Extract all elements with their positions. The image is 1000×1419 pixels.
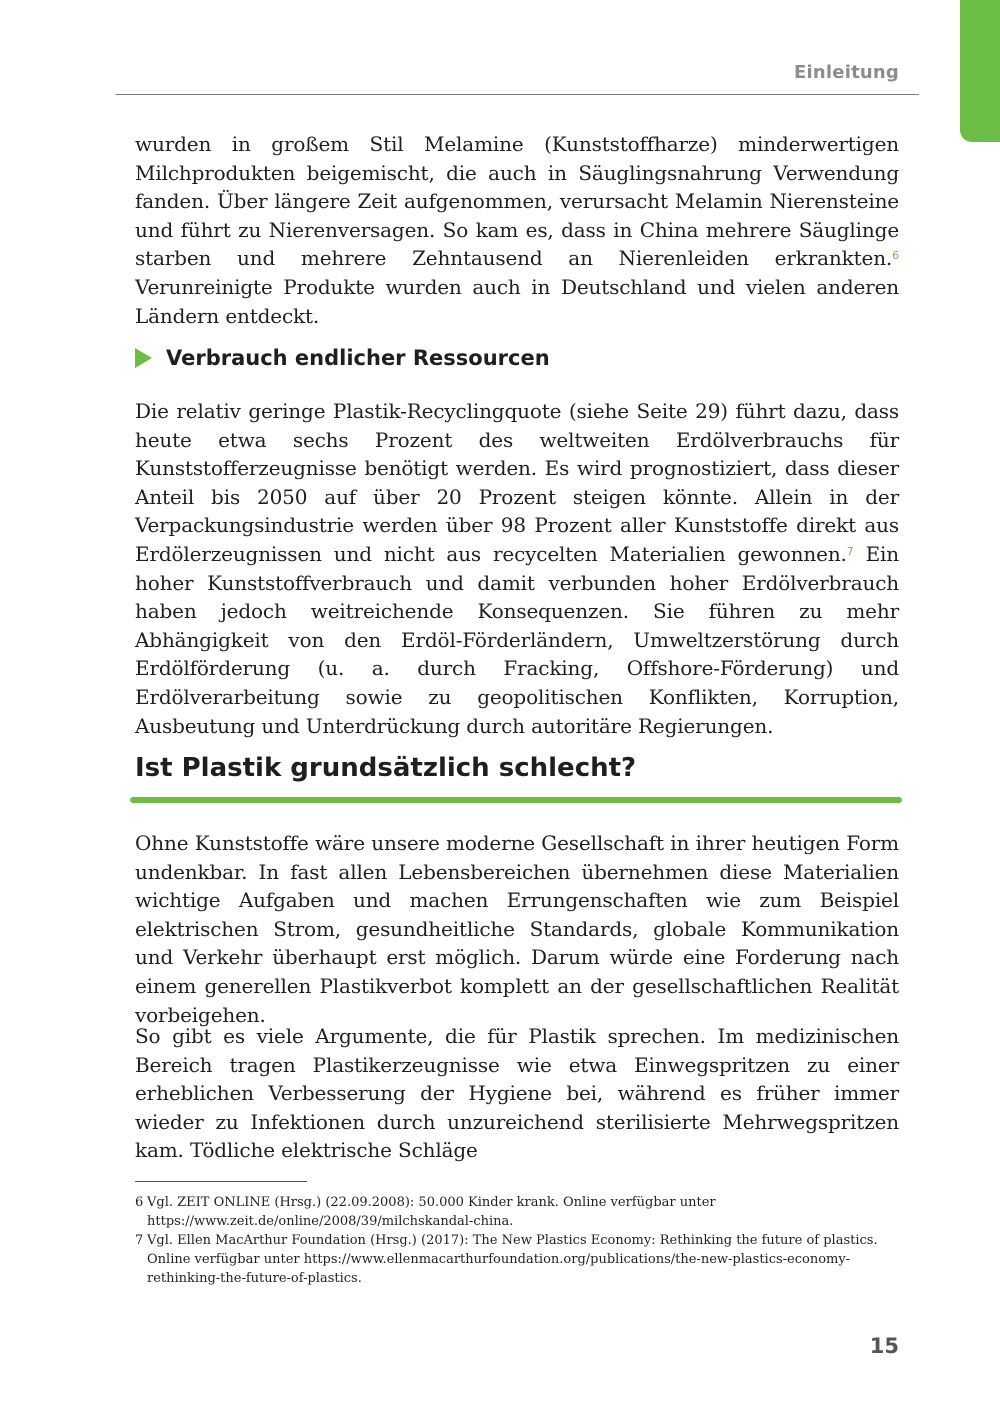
footnote-number: 7 xyxy=(135,1233,144,1248)
footnote-divider xyxy=(135,1181,307,1182)
chapter-tab xyxy=(960,0,1000,142)
intro-text-1: wurden in großem Stil Melamine (Kunststoffharze) minderwertigen Milchprodukten beigemischt, die auch in Säuglingsnahrung Verwendung fanden. Über längere Zeit aufgenommen, verursacht Melamin Nierensteine und führt zu Nierenversagen. So kam es, dass in China mehrere Säuglinge starben und mehrere Zehntausend an Nierenleiden erkrankten. xyxy=(135,132,899,271)
footnotes xyxy=(135,1193,897,1288)
paragraph-so: So gibt es viele Argumente, die für Plastik sprechen. Im medizinischen Bereich tragen Plastikerzeugnisse wie etwa Einwegspritzen zu einer erheblichen Verbesserung der Hygiene bei, während es früher immer wieder zu Infektionen durch unzureichend sterilisierte Mehrwegspritzen kam. Tödliche elektrische Schläge xyxy=(135,1024,899,1163)
section-underline xyxy=(130,797,902,803)
intro-text-2: Verunreinigte Produkte wurden auch in Deutschland und vielen anderen Ländern entdeckt. xyxy=(135,274,899,328)
running-head: Einleitung xyxy=(794,62,899,83)
footnote-number: 6 xyxy=(135,1195,144,1210)
footnote-7 xyxy=(135,1231,897,1288)
subheading-text: Verbrauch endlicher Ressourcen xyxy=(166,346,550,370)
footnote-text: Vgl. ZEIT ONLINE (Hrsg.) (22.09.2008): 50.000 Kinder krank. Online verfügbar unter https://www.zeit.de/online/2008/39/milchskandal-china. xyxy=(147,1195,716,1229)
header-divider xyxy=(116,94,919,95)
triangle-bullet-icon xyxy=(135,348,152,368)
footnote-ref-6[interactable]: 6 xyxy=(892,249,899,263)
paragraph-ohne: Ohne Kunststoffe wäre unsere moderne Gesellschaft in ihrer heutigen Form undenkbar. In fast allen Lebensbereichen übernehmen diese Materialien wichtige Aufgaben und machen Errungenschaften wie zum Beispiel elektrischen Strom, gesundheitliche Standards, globale Kommunikation und Verkehr überhaupt erst möglich. Darum würde eine Forderung nach einem generellen Plastikverbot komplett an der gesellschaftlichen Realität vorbeigehen. xyxy=(135,831,899,1027)
subheading xyxy=(135,346,550,370)
footnote-text: Vgl. Ellen MacArthur Foundation (Hrsg.) (2017): The New Plastics Economy: Rethinking the future of plastics. Online verfügbar unter https://www.ellenmacarthurfoundation.org/publications/the-new-plastics-economy-rethinking-the-future-of-plastics. xyxy=(147,1233,878,1286)
section-heading: Ist Plastik grundsätzlich schlecht? xyxy=(135,753,637,783)
resources-paragraph xyxy=(135,397,899,740)
footnote-6 xyxy=(135,1193,897,1231)
page-number: 15 xyxy=(869,1334,899,1358)
resources-text-1: Die relativ geringe Plastik-Recyclingquote (siehe Seite 29) führt dazu, dass heute etwa sechs Prozent des weltweiten Erdölverbrauchs für Kunststofferzeugnisse benötigt werden. Es wird prognostiziert, dass dieser Anteil bis 2050 auf über 20 Prozent steigen könnte. Allein in der Verpackungsindustrie werden über 98 Prozent aller Kunststoffe direkt aus Erdölerzeugnissen und nicht aus recycelten Materialien gewonnen. xyxy=(135,399,899,566)
intro-paragraph xyxy=(135,130,899,330)
resources-text-2: Ein hoher Kunststoffverbrauch und damit verbunden hoher Erdölverbrauch haben jedoch weitreichende Konsequenzen. Sie führen zu mehr Abhängigkeit von den Erdöl-Förderländern, Umweltzerstörung durch Erdölförderung (u. a. durch Fracking, Offshore-Förderung) und Erdölverarbeitung sowie zu geopolitischen Konflikten, Korruption, Ausbeutung und Unterdrückung durch autoritäre Regierungen. xyxy=(135,541,899,738)
footnote-ref-7[interactable]: 7 xyxy=(846,544,854,558)
